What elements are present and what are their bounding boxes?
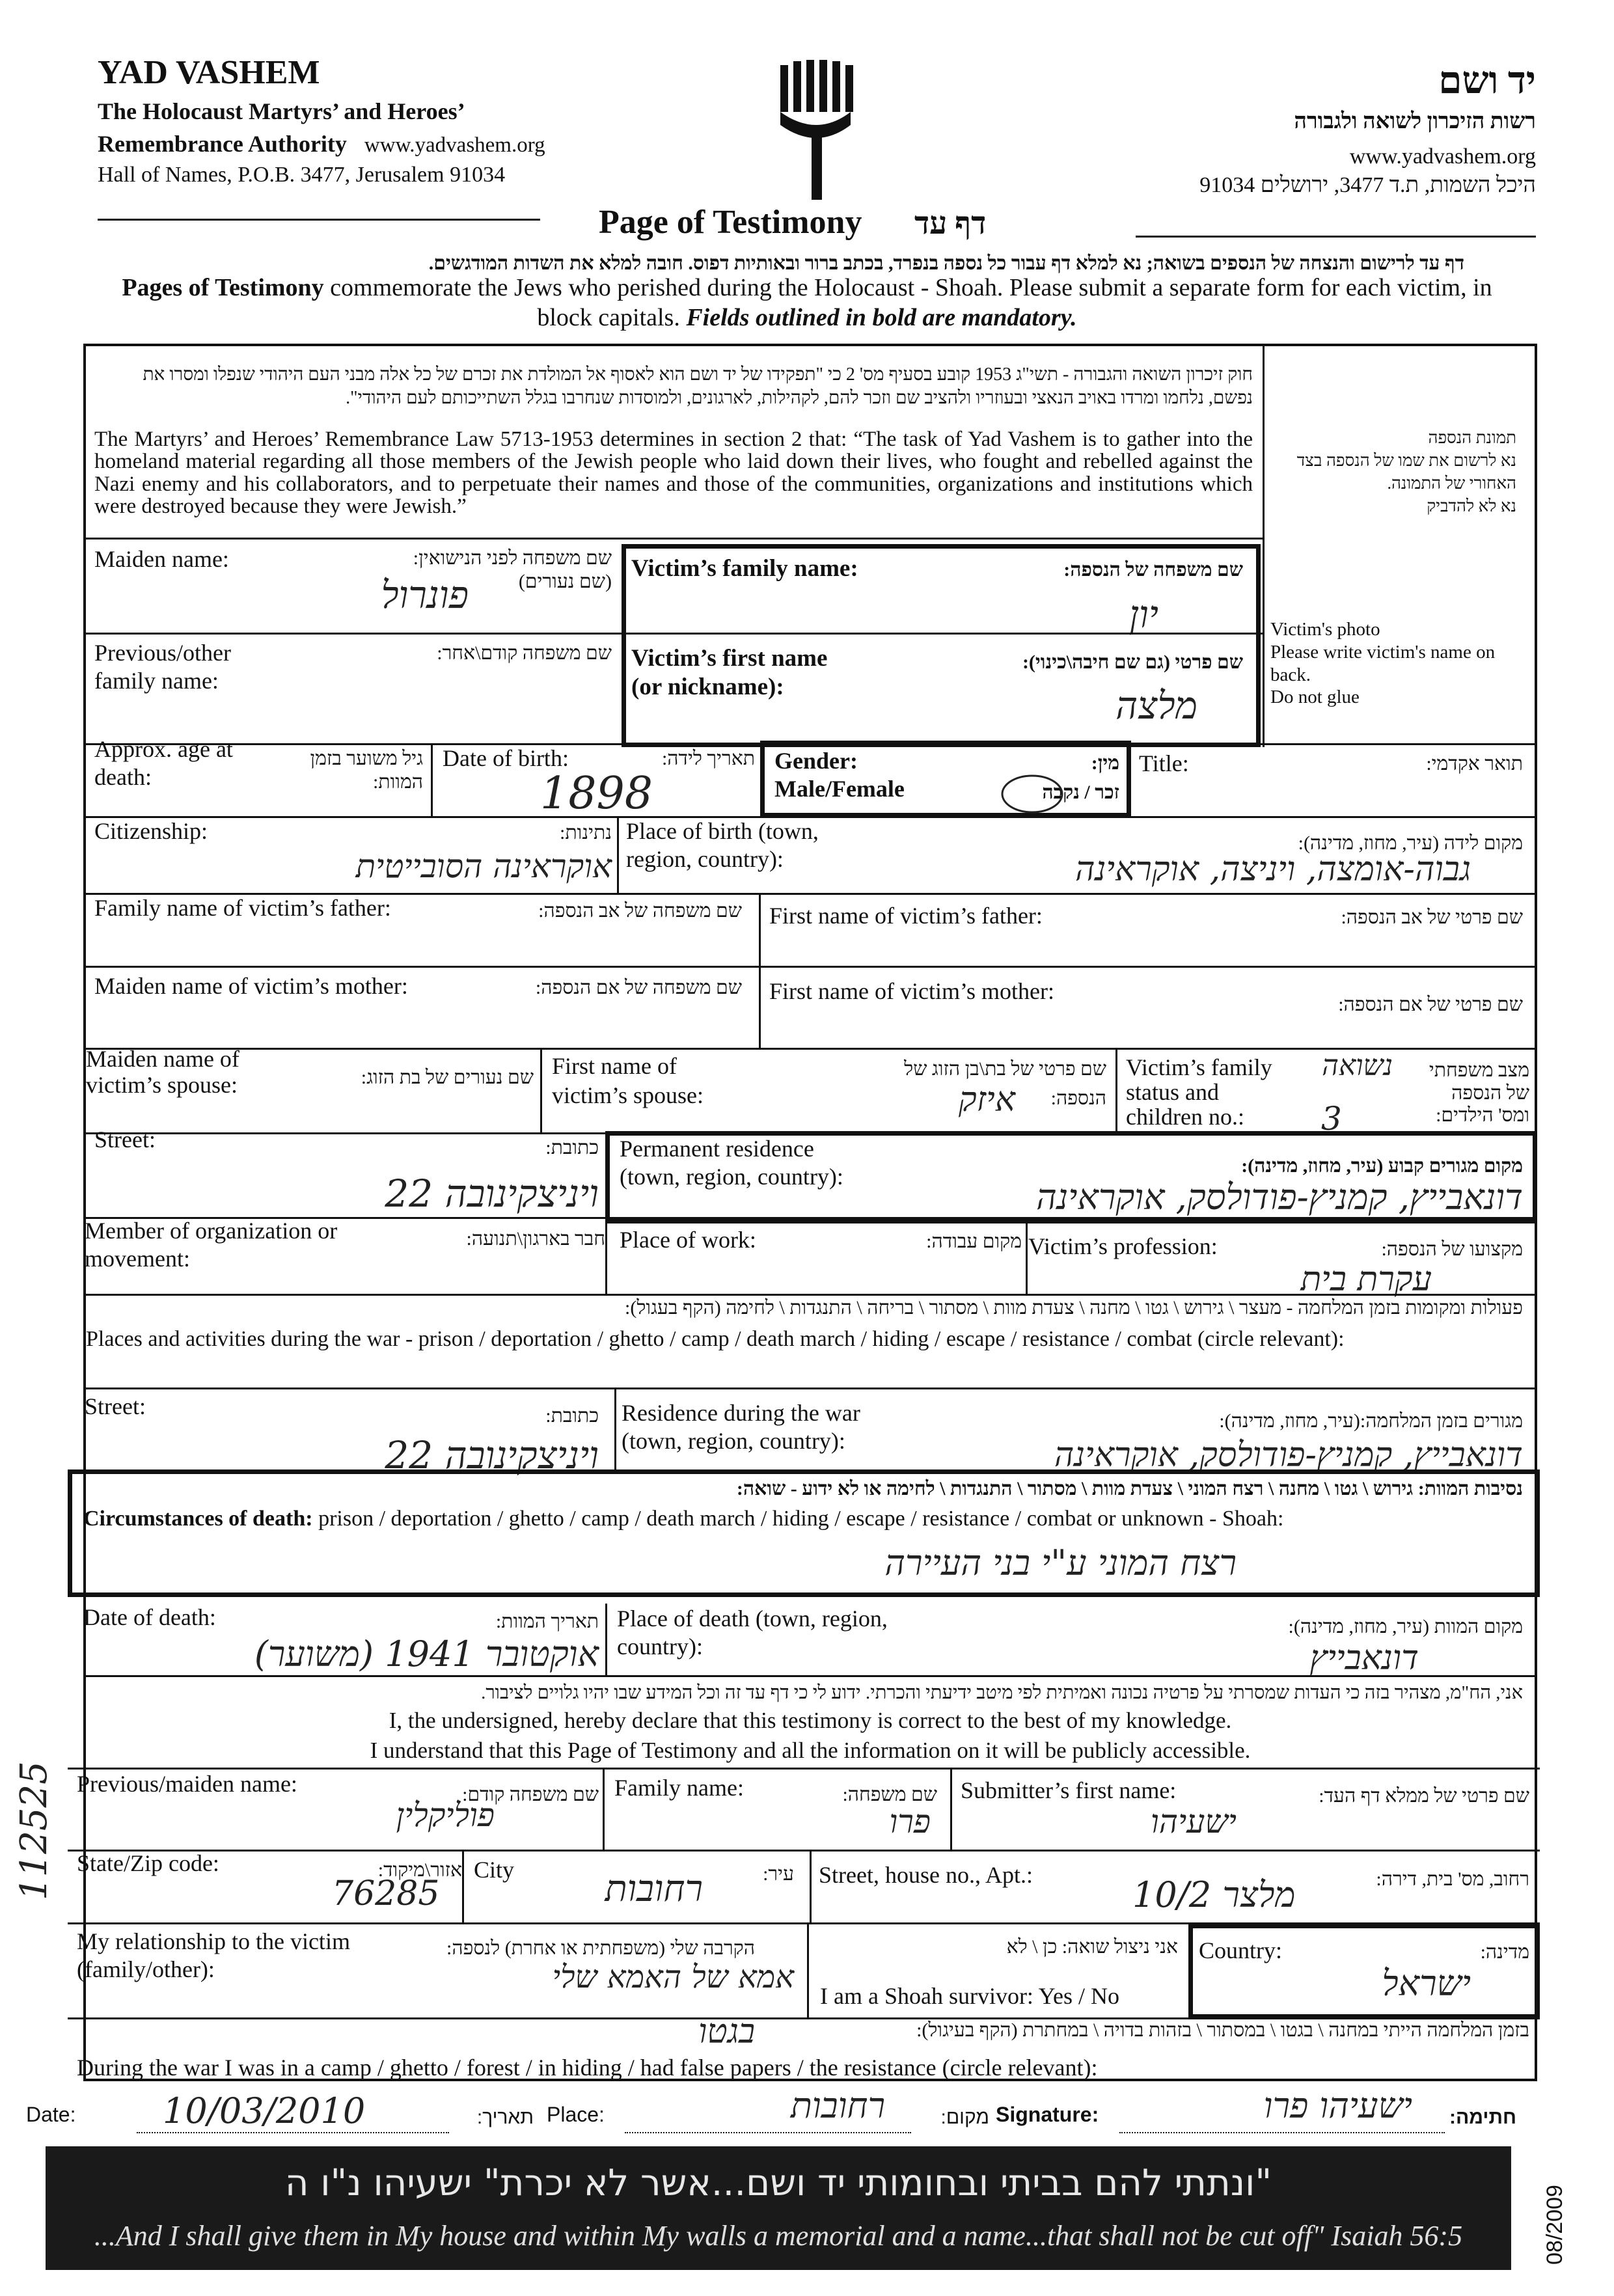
spouse-maiden-label: Maiden name of victim’s spouse: [86,1046,239,1098]
address-he: היכל השמות, ת.ד 3477, ירושלים 91034 [1199,173,1536,197]
signature-line [1119,2132,1445,2133]
maiden-name-label-he: שם משפחה לפני הנישואין: (שם נעורים) [413,547,612,592]
banner-quote-en: ...And I shall give them in My house and within My walls a memorial and a name...that shall not be cut off" Isaiah 56:5 [94,2220,1463,2252]
gender-label: Gender: Male/Female [774,748,905,802]
work-divider [1026,1217,1028,1294]
sub-first-name-label: Submitter’s first name: [961,1777,1177,1803]
circumstances-he: נסיבות המוות: גירוש \ גטו \ מחנה \ רצח המוני \ צעדת מוות \ מסתור \ התנגדות \ לחימה או לא ידוע - שואה: [736,1478,1523,1499]
photo-text-he: תמונת הנספה נא לרשום את שמו של הנספה בצד האחורי של התמונה. נא לא להדביק [1296,428,1516,516]
org-line2-row [98,130,545,157]
war-street-label: Street: [85,1393,146,1419]
sub-prev-name-label-he: שם משפחה קודם: [462,1784,599,1805]
street-label-he: כתובת: [545,1137,599,1158]
profession-label: Victim’s profession: [1028,1233,1218,1259]
camp-value: בגטו [698,2012,755,2051]
rule-submitter [68,1768,1540,1770]
photo-divider [1263,344,1265,747]
first-name-label: Victim’s first name (or nickname): [631,645,828,701]
rule-row6 [83,966,1537,968]
spouse-first-label-he: שם פרטי של בת\בן הזוג של הנספה: [904,1058,1106,1109]
relationship-label-he: הקרבה שלי (משפחתית או אחרת) לנספה: [446,1937,755,1959]
law-he: חוק זיכרון השואה והגבורה - תשי"ג 1953 קובע בסעיף מס' 2 כי "תפקידו של יד ושם הוא לאסוף אל המולדת את זכרם של כל אלה מבני העם היהודי שנפלו ומסרו את נפשם, נלחמו ומרדו באויב הנאצי ובעוזריו ולהציב שם וזכר להם, לקהילות, לארגונים, ולמוסדות שנחרבו בגלל השתייכותם לעם היהודי". [143,364,1253,409]
circumstances-en-rest: prison / deportation / ghetto / camp / death march / hiding / escape / resistance / combat or unknown - Shoah: [312,1507,1284,1531]
circumstances-value: רצח המוני ע"י בני העיירה [884,1542,1237,1583]
intro-he: דף עד לרישום והנצחה של הנספים בשואה; נא למלא דף עבור כל נספה בנפרד, בכתב ברור ובאותיות דפוס. חובה למלא את השדות המודגשים. [428,253,1464,274]
war-street-label-he: כתובת: [545,1405,599,1427]
camp-label-en: During the war I was in a camp / ghetto / forest / in hiding / had false papers / the resistance (circle relevant): [77,2055,1098,2081]
dob-value: 1898 [540,768,653,819]
relationship-value: אמא של האמא שלי [552,1959,794,1995]
family-name-label: Victim’s family name: [631,555,858,582]
city-divider [810,1850,812,1922]
street-label: Street: [94,1127,156,1153]
country-label: Country: [1199,1937,1283,1963]
country-value: ישראל [1382,1963,1471,2004]
sub-family-name-label-he: שם משפחה: [842,1784,937,1805]
declaration-he: אני, הח"מ, מצהיר בזה כי העדות שמסרתי על פרטיה נכונה ואמיתית לפי מיטב ידיעתי והכרתי. ידוע לי כי דף עד זה וכל המידע שבו יהיו גלויים לציבור. [481,1682,1523,1703]
death-place-value: דונאבייץ [1309,1639,1419,1678]
zip-label: State/Zip code: [77,1850,219,1876]
intro-en-italic: Fields outlined in bold are mandatory. [686,303,1077,331]
first-name-label-he: שם פרטי (גם שם חיבה\כינוי): [1022,651,1243,673]
org-line1: The Holocaust Martyrs’ and Heroes’ [98,98,465,124]
signature-value: ישעיהו פרו [1263,2085,1412,2126]
sub-street-label-he: רחוב, מס' בית, דירה: [1376,1868,1529,1890]
sub-first-name-label-he: שם פרטי של ממלא דף העד: [1319,1785,1529,1807]
gender-female-circle [1000,773,1065,815]
title-label-he: תואר אקדמי: [1426,753,1523,774]
place-label: Place: [547,2103,605,2126]
city-value: רחובות [605,1868,703,1910]
residence-value: דונאבייץ, קמניץ-פודולסק, אוקראינה [1036,1177,1523,1218]
mother-maiden-label-he: שם משפחה של אם הנספה: [535,977,742,998]
date-value: 10/03/2010 [163,2090,366,2131]
date-label: Date: [26,2103,76,2126]
intro-en [98,273,1516,333]
spouse-maiden-label-he: שם נעורים של בת הזוג: [361,1067,534,1088]
org-line2: Remembrance Authority [98,131,347,157]
sub-family-name-value: פרו [889,1803,931,1840]
gender-label-he: מין: זכר / נקבה [1042,752,1119,803]
sub-first-name-value: ישעיהו [1150,1803,1237,1840]
circumstances-en [83,1506,1528,1533]
first-name-value: מלצה [1115,683,1197,728]
signature-label-he: חתימה: [1449,2107,1516,2128]
rule-sub2 [68,1850,1540,1852]
circumstances-en-bold: Circumstances of death: [83,1507,313,1531]
death-date-label-he: תאריך המוות: [495,1611,599,1632]
signature-label: Signature: [996,2103,1099,2126]
intro-en-bold: Pages of Testimony [122,274,324,301]
death-date-value: אוקטובר 1941 (משוער) [254,1633,599,1674]
work-place-label: Place of work: [620,1227,756,1253]
age-label: Approx. age at death: [94,736,233,791]
rule-row2 [83,633,1263,635]
father-first-label: First name of victim’s father: [769,903,1043,929]
residence-label-he: מקום מגורים קבוע (עיר, מחוז, מדינה): [1241,1155,1523,1177]
organization-label-he: חבר בארגון\תנועה: [466,1228,605,1250]
dob-label-he: תאריך לידה: [661,748,755,769]
org-divider [605,1217,607,1294]
residence-label: Permanent residence (town, region, country): [620,1136,843,1190]
spouse-first-label: First name of victim’s spouse: [552,1053,704,1108]
death-date-label: Date of death: [83,1604,216,1630]
rule-row10 [83,1294,1537,1296]
declaration-en2: I understand that this Page of Testimony and all the information on it will be publicly accessible. [370,1738,1251,1763]
zip-label-he: אזור\מיקוד: [377,1859,462,1881]
maiden-name-value: פונרול [381,573,469,617]
war-places-en: Places and activities during the war - prison / deportation / ghetto / camp / death march / hiding / escape / resistance / combat (circle relevant): [86,1327,1345,1351]
parents-divider [759,893,761,1049]
url-right: www.yadvashem.org [1349,144,1536,169]
law-en: The Martyrs’ and Heroes’ Remembrance Law 5713-1953 determines in section 2 that: “The task of Yad Vashem is to gather into the homeland material regarding all those members of the Jewish people who laid down their lives, who fought and rebelled against the Nazi enemy and his collaborators, and to perpetuate their names and those of the communities, organizations and institutions which were destroyed because they were Jewish.” [94,428,1253,518]
org-sub-he: רשות הזיכרון לשואה ולגבורה [1294,109,1536,133]
spouse-divider-2 [1115,1048,1117,1134]
death-place-label: Place of death (town, region, country): [617,1606,888,1660]
war-residence-label-he: מגורים בזמן המלחמה:(עיר, מחוז, מדינה): [1219,1410,1523,1432]
relationship-label: My relationship to the victim (family/other): [77,1928,350,1983]
header-rule-right [1136,236,1536,238]
citizenship-value: אוקראינה הסובייטית [355,847,612,885]
banner-quote-he: "ונתתי להם בביתי ובחומותי יד ושם...אשר לא יכרת" ישעיהו נ"ו ה [284,2162,1272,2204]
children-value: 3 [1321,1100,1342,1138]
profession-value: עקרת בית [1300,1260,1432,1299]
sub-prev-name-label: Previous/maiden name: [77,1771,297,1797]
birth-place-label-he: מקום לידה (עיר, מחוז, מדינה): [1298,832,1523,854]
family-name-label-he: שם משפחה של הנספה: [1063,559,1243,581]
war-residence-value: דונאבייץ, קמניץ-פודולסק, אוקראינה [1054,1436,1523,1475]
city-label-he: עיר: [763,1863,794,1885]
photo-text-en: Victim's photo Please write victim's name on back. Do not glue [1270,619,1496,708]
yad-vashem-logo [778,60,856,203]
survivor-label-he: אני ניצול שואה: כן \ לא [1006,1936,1178,1958]
birth-place-label: Place of birth (town, region, country): [626,818,819,873]
family-status-value: נשואה [1322,1049,1393,1082]
citizenship-label: Citizenship: [94,818,208,844]
place-line [625,2132,911,2133]
quote-banner [46,2146,1511,2270]
family-status-label-he: מצב משפחתי של הנספה ומס' הילדים: [1429,1059,1529,1126]
war-places-he: פעולות ומקומות בזמן המלחמה - מעצר \ גירוש \ גטו \ מחנה \ צעדת מוות \ מסתור \ בריחה \ התנגדות \ לחימה (הקף בעגול): [625,1297,1523,1319]
maiden-name-label: Maiden name: [94,546,229,572]
sub-street-label: Street, house no., Apt.: [819,1862,1033,1888]
city-label: City [474,1857,515,1883]
country-label-he: מדינה: [1480,1941,1529,1963]
mother-first-label-he: שם פרטי של אם הנספה: [1338,994,1523,1015]
death-place-label-he: מקום המוות (עיר, מחוז, מדינה): [1288,1616,1523,1637]
sub-prev-name-value: פוליקלין [396,1796,495,1834]
rel-divider [807,1922,809,2019]
war-residence-label: Residence during the war (town, region, country): [622,1400,860,1455]
header-rule-left [98,219,540,221]
dob-label: Date of birth: [443,745,569,771]
father-first-label-he: שם פרטי של אב הנספה: [1341,907,1523,928]
org-name-en: YAD VASHEM [98,54,320,91]
family-status-label: Victim’s family status and children no.: [1126,1054,1272,1130]
rule-row11 [83,1387,1537,1389]
citizenship-divider [617,816,619,894]
rule-law-end [83,538,1263,540]
sub-divider-2 [950,1768,952,1850]
war-street-divider [614,1387,616,1471]
war-street-value: ויניצקינובה 22 [385,1433,599,1477]
place-label-he: מקום: [940,2107,989,2128]
profession-label-he: מקצועו של הנספה: [1381,1238,1523,1260]
date-line [137,2132,449,2133]
spouse-first-value: איזק [958,1080,1015,1119]
address-en: Hall of Names, P.O.B. 3477, Jerusalem 91034 [98,163,506,187]
sub-family-name-label: Family name: [614,1775,744,1801]
prev-name-label-he: שם משפחה קודם\אחר: [437,642,612,664]
prev-name-label: Previous/other family name: [94,640,231,694]
date-label-he: תאריך: [476,2107,534,2128]
age-divider [431,743,433,816]
intro-en-rest: commemorate the Jews who perished during the Holocaust - Shoah. Please submit a separate form for each victim, in block capitals. [323,274,1492,331]
sub-divider-1 [603,1768,605,1850]
age-label-he: גיל משוער בזמן המוות: [310,748,423,793]
mother-first-label: First name of victim’s mother: [769,978,1054,1004]
title-label: Title: [1139,750,1189,776]
father-family-label: Family name of victim’s father: [94,895,391,921]
page-title-he: דף עד [914,206,987,241]
zip-divider [462,1850,464,1922]
work-place-label-he: מקום עבודה: [926,1231,1022,1252]
family-name-value: יון [1129,592,1158,636]
spouse-divider-1 [540,1048,542,1134]
survivor-label: I am a Shoah survivor: Yes / No [820,1983,1119,2009]
organization-label: Member of organization or movement: [85,1218,338,1272]
org-name-he: יד ושם [1438,59,1536,102]
form-version-code: 08/2009 [1542,2185,1567,2265]
birth-place-value: גבוה-אומצה, ויניצה, אוקראינה [1074,850,1471,889]
rule-declaration [83,1675,1537,1677]
zip-value: 76285 [332,1874,440,1913]
place-value: רחובות [790,2085,885,2126]
mother-maiden-label: Maiden name of victim’s mother: [94,973,408,999]
page-title-en: Page of Testimony [599,204,862,241]
camp-label-he: בזמן המלחמה הייתי במחנה \ בגטו \ במסתור \ בזהות בדויה \ במחתרת (הקף בעיגול): [916,2019,1529,2041]
death-divider [605,1604,607,1676]
street-value: ויניצקינובה 22 [385,1171,599,1216]
url-left: www.yadvashem.org [364,133,545,157]
declaration-en1: I, the undersigned, hereby declare that this testimony is correct to the best of my knowledge. [389,1708,1232,1733]
father-family-label-he: שם משפחה של אב הנספה: [538,900,742,922]
citizenship-label-he: נתינות: [560,822,612,843]
sub-street-value: מלצר 10/2 [1132,1874,1296,1915]
margin-number: 112525 [13,1761,55,1900]
